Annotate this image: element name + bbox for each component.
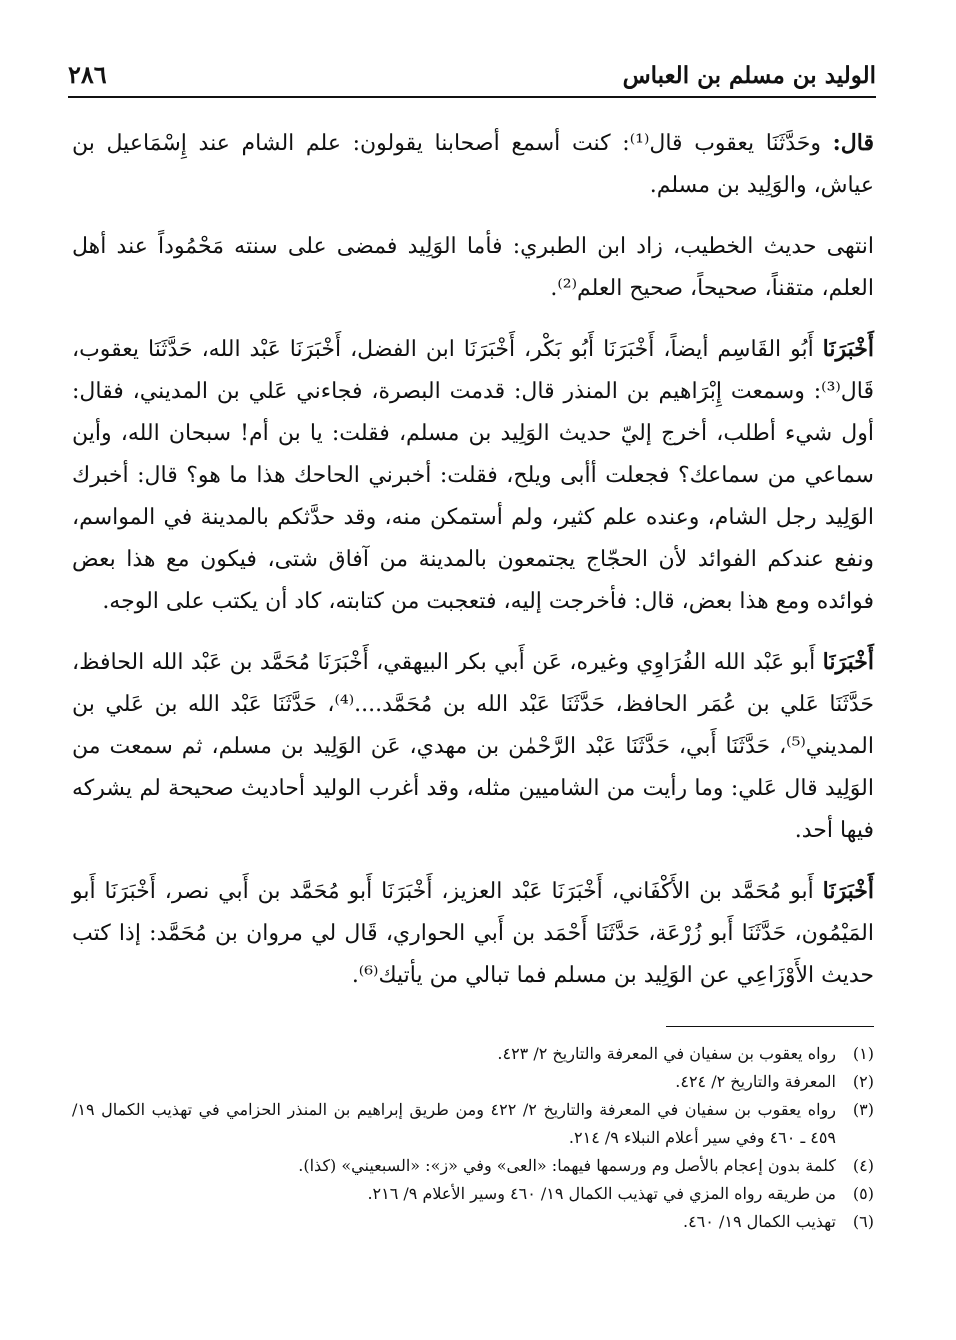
- running-title: الوليد بن مسلم بن العباس: [622, 62, 876, 89]
- footnote-text: رواه يعقوب بن سفيان في المعرفة والتاريخ ٢/ ٤٢٢ ومن طريق إبراهيم بن المنذر الحزامي في تهذيب الكمال ١٩/ ٤٥٩ ـ ٤٦٠ وفي سير أعلام النبلاء ٩/ ٢١٤.: [72, 1100, 836, 1147]
- footnote-number: (١): [852, 1044, 874, 1063]
- paragraph: [72, 122, 874, 207]
- page-number: ٢٨٦: [68, 60, 107, 89]
- paragraph-lead: أَخْبَرَنَا: [822, 336, 874, 362]
- paragraph-text: انتهى حديث الخطيب، زاد ابن الطبري: فأما الوَلِيد فمضى على سنته مَحْمُوداً عند أهل العلم، متقناً، صحيحاً، صحيح العلم⁽²⁾.: [72, 234, 874, 301]
- footnote-number: (٢): [852, 1072, 874, 1091]
- footnote: [72, 1040, 874, 1068]
- footnote: [72, 1096, 874, 1152]
- paragraph-text: أَبُو القَاسِم أيضاً، أَخْبَرَنَا أَبُو بَكْر، أَخْبَرَنَا ابن الفضل، أَخْبَرَنَا عَبْد الله، حَدَّثَنَا يعقوب، قَال⁽³⁾: وسمعت إِبْرَاهيم بن المنذر قال: قدمت البصرة، فجاءني عَلي بن المديني، فقال: أول شيء أطلب، أخرج إليّ حديث الوَلِيد بن مسلم، فقلت: يا بن أم! سبحان الله، وأين سماعي من سماعك؟ فجعلت أأبى ويلح، فقلت: أخبرني الحاحك هذا ما هو؟ قال: أخبرك الوَلِيد رجل الشام، وعنده علم كثير، ولم أستمكن منه، وقد حدَّثكم بالمدينة في المواسم، ونفع عندكم الفوائد لأن الحجّاج يجتمعون بالمدينة من آفاق شتى، فيكون مع هذا بعض فوائده ومع هذا بعض، قال: فأخرجت إليه، فتعجبت من كتابته، كاد أن يكتب على الوجه.: [72, 337, 874, 614]
- footnote-text: من طريقه رواه المزي في تهذيب الكمال ١٩/ ٤٦٠ وسير الأعلام ٩/ ٢١٦.: [367, 1184, 836, 1203]
- paragraph-text: أَبو مُحَمَّد بن الأَكْفَاني، أَخْبَرَنَا عَبْد العزيز، أَخْبَرَنَا أَبو مُحَمَّد بن أَبي نصر، أَخْبَرَنَا أَبو المَيْمُون، حَدَّثَنَا أَبو زُرْعَة، حَدَّثَنَا أَحْمَد بن أَبي الحواري، قَال لي مروان بن مُحَمَّد: إذا كتب حديث الأَوْزَاعِي عن الوَلِيد بن مسلم فما تبالي من يأتيك⁽⁶⁾.: [72, 879, 874, 988]
- footnote-number: (٣): [852, 1100, 874, 1119]
- footnote-separator: [666, 1026, 874, 1027]
- footnote-text: رواه يعقوب بن سفيان في المعرفة والتاريخ ٢/ ٤٢٣.: [497, 1044, 836, 1063]
- paragraph-text: أَبو عَبْد الله الفُرَاوِي وغيره، عَن أَبي بكر البيهقي، أَخْبَرَنَا مُحَمَّد بن عَبْد الله الحافظ، حَدَّثَنَا عَلي بن عُمَر الحافظ، حَدَّثَنَا عَبْد الله بن مُحَمَّد....⁽⁴⁾، حَدَّثَنَا عَبْد الله بن عَلي بن المديني⁽⁵⁾، حَدَّثَنَا أَبي، حَدَّثَنَا عَبْد الرَّحْمٰن بن مهدي، عَن الوَلِيد بن مسلم، ثم سمعت من الوَلِيد قال عَلي: وما رأيت من الشاميين مثله، وقد أغرب الوليد أحاديث صحيحة لم يشركه فيها أحد.: [72, 650, 874, 843]
- paragraph: [72, 328, 874, 623]
- footnote-text: تهذيب الكمال ١٩/ ٤٦٠.: [682, 1212, 836, 1231]
- footnote: [72, 1208, 874, 1236]
- page-header: [68, 52, 876, 98]
- footnote-number: (٤): [852, 1156, 874, 1175]
- paragraph: [72, 870, 874, 997]
- paragraph-lead: أَخْبَرَنَا: [822, 649, 874, 675]
- paragraph-lead: قال:: [832, 130, 874, 156]
- footnote-text: المعرفة والتاريخ ٢/ ٤٢٤.: [675, 1072, 836, 1091]
- main-text: [72, 122, 874, 1015]
- footnote: [72, 1180, 874, 1208]
- paragraph: [72, 225, 874, 310]
- header-rule: [68, 96, 876, 98]
- footnotes: [72, 1040, 874, 1236]
- footnote: [72, 1152, 874, 1180]
- footnote-number: (٦): [852, 1212, 874, 1231]
- paragraph: [72, 641, 874, 852]
- footnote: [72, 1068, 874, 1096]
- paragraph-text: وحَدَّثَنَا يعقوب قال⁽¹⁾: كنت أسمع أصحابنا يقولون: علم الشام عند إِسْمَاعيل بن عياش، والوَلِيد بن مسلم.: [72, 131, 874, 198]
- paragraph-lead: أَخْبَرَنَا: [822, 878, 874, 904]
- footnote-number: (٥): [852, 1184, 874, 1203]
- footnote-text: كلمة بدون إعجام بالأصل وم ورسمها فيهما: «العى» وفي «ز»: «السبعيني» (كذا).: [298, 1156, 836, 1175]
